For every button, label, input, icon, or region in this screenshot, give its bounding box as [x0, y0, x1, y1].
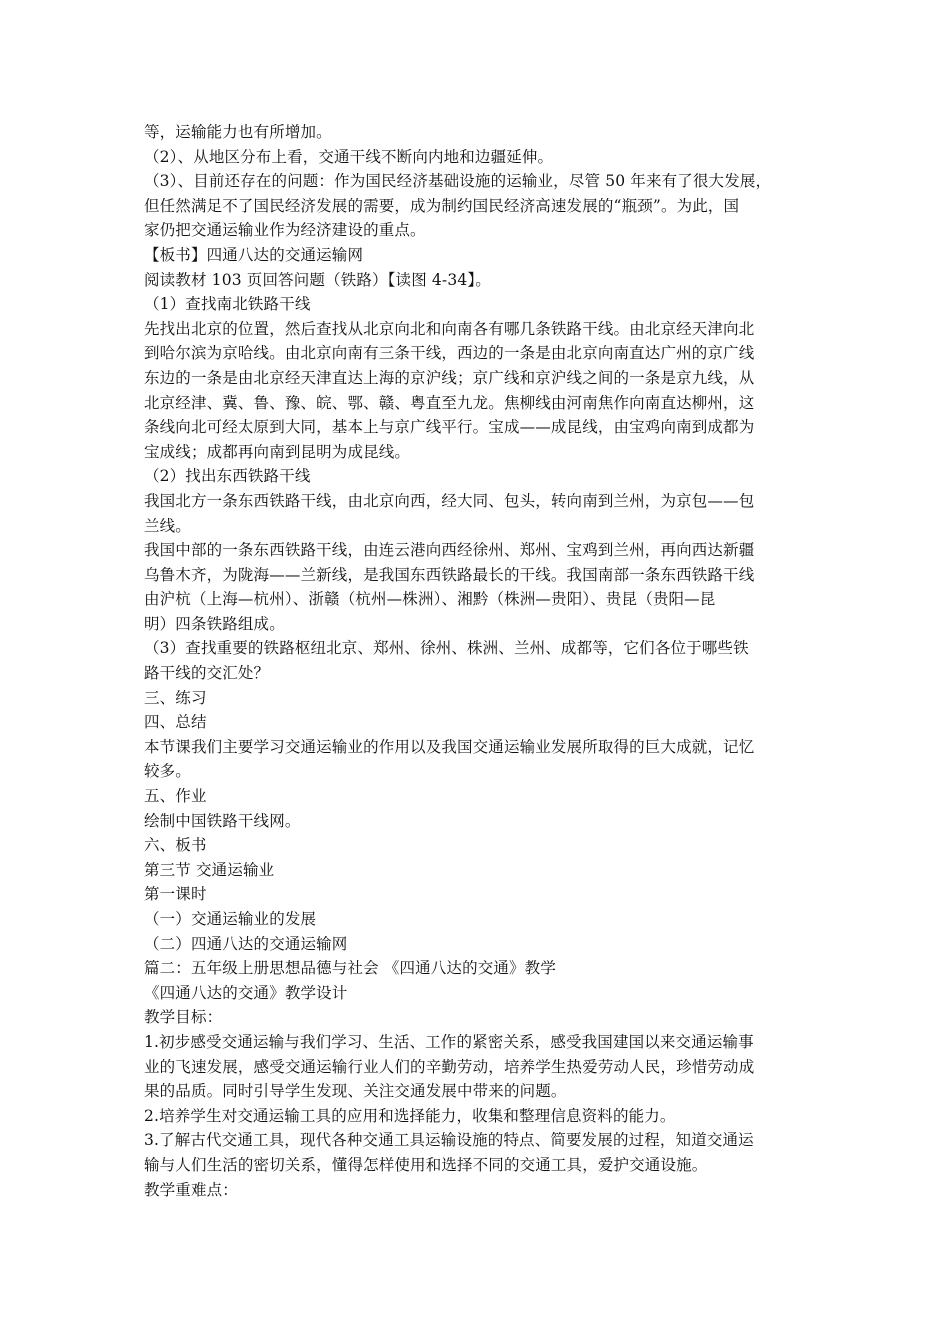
- text-line: 输与人们生活的密切关系，懂得怎样使用和选择不同的交通工具，爱护交通设施。: [144, 1155, 708, 1174]
- text-line: 绘制中国铁路干线网。: [144, 811, 301, 830]
- text-line: 等，运输能力也有所增加。: [144, 123, 332, 141]
- text-line: 本节课我们主要学习交通运输业的作用以及我国交通运输业发展所取得的巨大成就，记忆: [144, 737, 755, 756]
- text-line: （二）四通八达的交通运输网: [144, 934, 348, 953]
- text-line: 我国中部的一条东西铁路干线，由连云港向西经徐州、郑州、宝鸡到兰州，再向西达新疆: [144, 541, 755, 560]
- text-line: 条线向北可经太原到大同，基本上与京广线平行。宝成——成昆线，由宝鸡向南到成都为: [144, 418, 755, 437]
- text-line: 第三节 交通运输业: [144, 860, 275, 879]
- text-line: 宝成线；成都再向南到昆明为成昆线。: [144, 442, 411, 461]
- text-line: 乌鲁木齐，为陇海——兰新线，是我国东西铁路最长的干线。我国南部一条东西铁路干线: [144, 565, 755, 584]
- text-line: 阅读教材 103 页回答问题（铁路）【读图 4-34】。: [144, 270, 491, 289]
- text-line: 2.培养学生对交通运输工具的应用和选择能力，收集和整理信息资料的能力。: [144, 1106, 676, 1125]
- text-line: 3.了解古代交通工具，现代各种交通工具运输设施的特点、简要发展的过程，知道交通运: [144, 1131, 754, 1150]
- text-line: 果的品质。同时引导学生发现、关注交通发展中带来的问题。: [144, 1082, 567, 1101]
- text-line: 路干线的交汇处？: [144, 664, 270, 683]
- text-line: 1.初步感受交通运输与我们学习、生活、工作的紧密关系，感受我国建国以来交通运输事: [144, 1032, 754, 1051]
- section-heading: 教学目标：: [144, 1008, 223, 1027]
- article-heading: 篇二：五年级上册思想品德与社会 《四通八达的交通》教学: [144, 959, 556, 978]
- text-line: 但任然满足不了国民经济发展的需要，成为制约国民经济高速发展的“瓶颈”。为此，国: [144, 196, 740, 215]
- section-heading: 三、练习: [144, 688, 207, 707]
- section-heading: 教学重难点：: [144, 1180, 238, 1199]
- section-heading: 六、板书: [144, 836, 207, 855]
- text-line: （2）、从地区分布上看，交通干线不断向内地和边疆延伸。: [144, 147, 554, 166]
- text-line: 东边的一条是由北京经天津直达上海的京沪线；京广线和京沪线之间的一条是京九线，从: [144, 368, 755, 387]
- text-line: （2）找出东西铁路干线: [144, 467, 311, 486]
- document-page: [144, 120, 812, 1202]
- section-heading: 【板书】四通八达的交通运输网: [144, 245, 364, 264]
- text-line: （3）、目前还存在的问题：作为国民经济基础设施的运输业，尽管 50 年来有了很大发展，: [144, 172, 772, 191]
- text-line: 我国北方一条东西铁路干线，由北京向西，经大同、包头，转向南到兰州，为京包——包: [144, 491, 755, 510]
- section-heading: 五、作业: [144, 787, 207, 806]
- text-line: （3）查找重要的铁路枢纽北京、郑州、徐州、株洲、兰州、成都等，它们各位于哪些铁: [144, 639, 749, 658]
- text-line: 较多。: [144, 762, 191, 781]
- text-line: 第一课时: [144, 885, 207, 904]
- text-line: 家仍把交通运输业作为经济建设的重点。: [144, 221, 426, 240]
- article-title: 《四通八达的交通》教学设计: [144, 983, 348, 1002]
- text-line: 由沪杭（上海—杭州）、浙赣（杭州—株洲）、湘黔（株洲—贵阳）、贵昆（贵阳—昆: [144, 590, 716, 609]
- text-line: （一）交通运输业的发展: [144, 910, 317, 928]
- text-line: 明）四条铁路组成。: [144, 614, 285, 633]
- text-line: 业的飞速发展，感受交通运输行业人们的辛勤劳动，培养学生热爱劳动人民，珍惜劳动成: [144, 1057, 755, 1076]
- text-line: 兰线。: [144, 516, 191, 535]
- text-line: 先找出北京的位置，然后查找从北京向北和向南各有哪几条铁路干线。由北京经天津向北: [144, 319, 755, 338]
- text-line: 北京经津、冀、鲁、豫、皖、鄂、赣、粤直至九龙。焦柳线由河南焦作向南直达柳州，这: [144, 393, 755, 412]
- text-line: （1）查找南北铁路干线: [144, 295, 311, 314]
- text-line: 到哈尔滨为京哈线。由北京向南有三条干线，西边的一条是由北京向南直达广州的京广线: [144, 344, 755, 363]
- section-heading: 四、总结: [144, 713, 207, 732]
